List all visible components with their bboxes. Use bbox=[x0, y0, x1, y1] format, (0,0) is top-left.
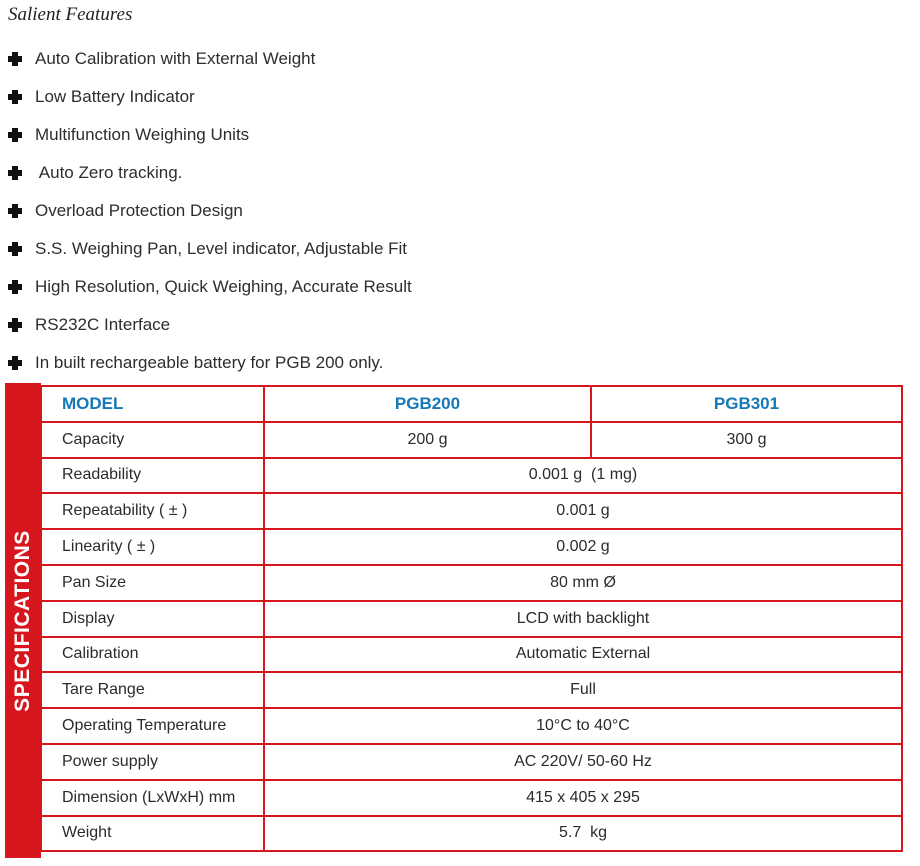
spec-value: 415 x 405 x 295 bbox=[264, 780, 902, 816]
spec-label: Weight bbox=[41, 816, 264, 852]
spec-label: Pan Size bbox=[41, 565, 264, 601]
spec-label: Linearity ( ± ) bbox=[41, 529, 264, 565]
spec-value: 300 g bbox=[591, 422, 902, 458]
spec-label: Power supply bbox=[41, 744, 264, 780]
spec-label: Tare Range bbox=[41, 672, 264, 708]
table-row bbox=[41, 744, 902, 780]
cross-bullet-icon bbox=[8, 356, 22, 370]
cross-bullet-icon bbox=[8, 128, 22, 142]
spec-label: Dimension (LxWxH) mm bbox=[41, 780, 264, 816]
table-row bbox=[41, 422, 902, 458]
spec-label: Calibration bbox=[41, 637, 264, 673]
feature-text: RS232C Interface bbox=[35, 315, 171, 334]
table-row bbox=[41, 780, 902, 816]
specifications-table bbox=[40, 385, 903, 852]
cross-bullet-icon bbox=[8, 280, 22, 294]
model-header: MODEL bbox=[41, 386, 264, 422]
spec-value: 5.7 kg bbox=[264, 816, 902, 852]
cross-bullet-icon bbox=[8, 318, 22, 332]
feature-text: Overload Protection Design bbox=[35, 201, 243, 220]
feature-item bbox=[0, 272, 920, 310]
table-row bbox=[41, 493, 902, 529]
table-header-row bbox=[41, 386, 902, 422]
specifications-sidebar bbox=[5, 383, 41, 858]
feature-text: Auto Calibration with External Weight bbox=[35, 49, 316, 68]
feature-text: High Resolution, Quick Weighing, Accurate Result bbox=[35, 277, 412, 296]
spec-value: Automatic External bbox=[264, 637, 902, 673]
feature-item bbox=[0, 120, 920, 158]
spec-value: Full bbox=[264, 672, 902, 708]
feature-item bbox=[0, 158, 920, 196]
cross-bullet-icon bbox=[8, 242, 22, 256]
table-row bbox=[41, 637, 902, 673]
table-row bbox=[41, 565, 902, 601]
spec-value: 0.002 g bbox=[264, 529, 902, 565]
spec-value: 0.001 g bbox=[264, 493, 902, 529]
feature-list bbox=[0, 44, 920, 386]
feature-text: Low Battery Indicator bbox=[35, 87, 195, 106]
cross-bullet-icon bbox=[8, 166, 22, 180]
spec-value: 200 g bbox=[264, 422, 591, 458]
spec-value: 80 mm Ø bbox=[264, 565, 902, 601]
feature-text: Multifunction Weighing Units bbox=[35, 125, 250, 144]
table-row bbox=[41, 816, 902, 852]
page-title: Salient Features bbox=[8, 4, 133, 25]
spec-label: Readability bbox=[41, 458, 264, 494]
model-pgb200-header: PGB200 bbox=[264, 386, 591, 422]
table-row bbox=[41, 529, 902, 565]
table-row bbox=[41, 708, 902, 744]
spec-label: Operating Temperature bbox=[41, 708, 264, 744]
cross-bullet-icon bbox=[8, 90, 22, 104]
feature-item bbox=[0, 310, 920, 348]
spec-label: Repeatability ( ± ) bbox=[41, 493, 264, 529]
spec-value: 0.001 g (1 mg) bbox=[264, 458, 902, 494]
feature-text: Auto Zero tracking. bbox=[35, 163, 183, 182]
feature-item bbox=[0, 82, 920, 120]
spec-value: LCD with backlight bbox=[264, 601, 902, 637]
table-row bbox=[41, 672, 902, 708]
feature-item bbox=[0, 196, 920, 234]
specifications-label: SPECIFICATIONS bbox=[11, 529, 34, 712]
cross-bullet-icon bbox=[8, 204, 22, 218]
feature-text: In built rechargeable battery for PGB 200 only. bbox=[35, 353, 384, 372]
spec-label: Display bbox=[41, 601, 264, 637]
table-row bbox=[41, 601, 902, 637]
model-pgb301-header: PGB301 bbox=[591, 386, 902, 422]
feature-text: S.S. Weighing Pan, Level indicator, Adjustable Fit bbox=[35, 239, 408, 258]
spec-value: 10°C to 40°C bbox=[264, 708, 902, 744]
spec-value: AC 220V/ 50-60 Hz bbox=[264, 744, 902, 780]
feature-item bbox=[0, 348, 920, 386]
cross-bullet-icon bbox=[8, 52, 22, 66]
table-row bbox=[41, 458, 902, 494]
feature-item bbox=[0, 44, 920, 82]
spec-label: Capacity bbox=[41, 422, 264, 458]
feature-item bbox=[0, 234, 920, 272]
